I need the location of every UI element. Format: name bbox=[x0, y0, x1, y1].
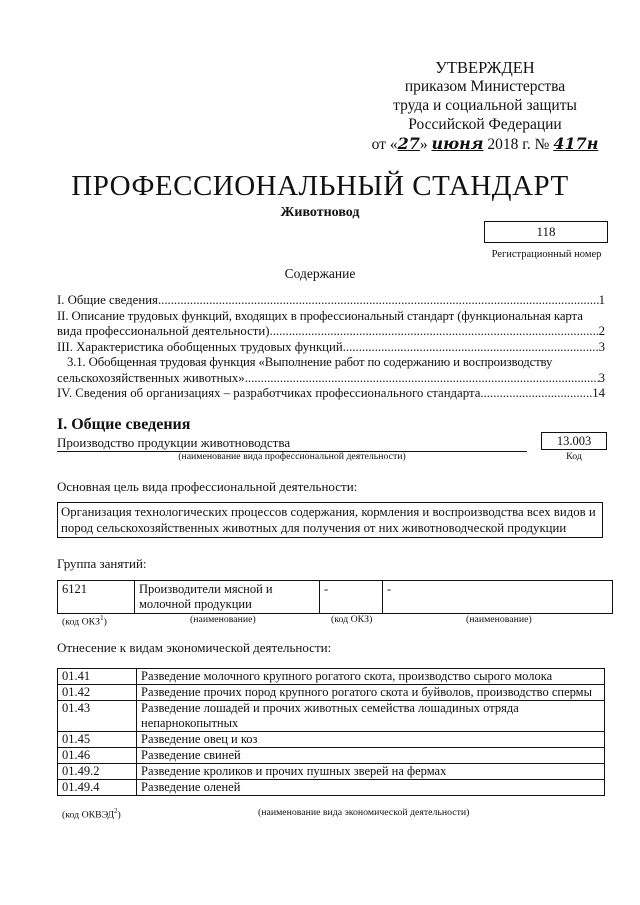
okz-code: 6121 bbox=[58, 581, 135, 614]
toc-item[interactable]: III. Характеристика обобщенных трудовых функций ..... 3 bbox=[57, 340, 605, 356]
approval-order-line: приказом Министерства bbox=[404, 78, 566, 95]
toc-list bbox=[57, 293, 605, 402]
okved-label: Отнесение к видам экономической деятельности: bbox=[57, 640, 332, 655]
toc-item[interactable]: I. Общие сведения ..... 1 bbox=[57, 293, 605, 309]
code-caption: Код bbox=[566, 451, 582, 462]
activity-code-box: 13.003 bbox=[541, 432, 607, 450]
handwritten-order-number: 417н bbox=[553, 134, 599, 153]
occupation-group-table bbox=[57, 580, 613, 614]
group-label: Группа занятий: bbox=[57, 556, 147, 571]
table-row: 01.49.4 Разведение оленей bbox=[58, 780, 605, 796]
okved-name-caption: (наименование вида экономической деятельности) bbox=[258, 807, 470, 818]
handwritten-day: 27 bbox=[397, 134, 420, 153]
goal-text: Организация технологических процессов содержания, кормления и воспроизводства всех видов и пород сельскохозяйственных животных для получения от них животноводческой продукции bbox=[57, 502, 603, 538]
registration-number-box: 118 bbox=[484, 221, 608, 243]
approval-date-line bbox=[360, 134, 610, 154]
toc-item[interactable]: 3.1. Обобщенная трудовая функция «Выполнение работ по содержанию и воспроизводству сельскохозяйственных животных» ..... 3 bbox=[57, 355, 605, 386]
okved-table bbox=[57, 668, 605, 796]
toc-heading: Содержание bbox=[284, 266, 356, 281]
okved-code-caption: (код ОКВЭД$^2$) bbox=[62, 807, 121, 821]
date-prefix: от « bbox=[371, 136, 398, 153]
handwritten-month: июня bbox=[431, 134, 484, 153]
approval-ministry-line: труда и социальной защиты bbox=[393, 97, 577, 114]
toc-item[interactable]: IV. Сведения об организациях – разработчиках профессионального стандарта ..... 14 bbox=[57, 386, 605, 402]
okz-name: Производители мясной и молочной продукции bbox=[135, 581, 320, 614]
table-row: 01.49.2 Разведение кроликов и прочих пушных зверей на фермах bbox=[58, 764, 605, 780]
table-row: 01.42 Разведение прочих пород крупного рогатого скота и буйволов, производство спермы bbox=[58, 685, 605, 701]
okz-name-caption: (наименование) bbox=[190, 614, 256, 625]
okz-name-2: - bbox=[383, 581, 613, 614]
activity-name: Производство продукции животноводства bbox=[57, 435, 527, 452]
document-title: ПРОФЕССИОНАЛЬНЫЙ СТАНДАРТ bbox=[71, 170, 569, 202]
approval-title: УТВЕРЖДЕН bbox=[435, 58, 535, 77]
goal-label: Основная цель вида профессиональной деятельности: bbox=[57, 479, 358, 494]
okz-name-caption-2: (наименование) bbox=[466, 614, 532, 625]
table-row: 01.43 Разведение лошадей и прочих животных семейства лошадиных отряда непарнокопытных bbox=[58, 701, 605, 732]
approval-block bbox=[360, 58, 610, 154]
table-row: 01.41 Разведение молочного крупного рогатого скота, производство сырого молока bbox=[58, 669, 605, 685]
table-row: 01.45 Разведение овец и коз bbox=[58, 732, 605, 748]
table-row: 01.46 Разведение свиней bbox=[58, 748, 605, 764]
okz-code-2: - bbox=[320, 581, 383, 614]
approval-country-line: Российской Федерации bbox=[408, 116, 562, 133]
document-subtitle: Животновод bbox=[280, 205, 360, 220]
activity-caption: (наименование вида профессиональной деятельности) bbox=[178, 451, 406, 462]
toc-item[interactable]: II. Описание трудовых функций, входящих в профессиональный стандарт (функциональная карта вида профессиональной деятельности) ..... 2 bbox=[57, 309, 605, 340]
section-heading: I. Общие сведения bbox=[57, 416, 191, 433]
date-year: 2018 г. № bbox=[487, 136, 550, 153]
okz-code-caption: (код ОКЗ$^1$) bbox=[62, 614, 107, 628]
date-mid: » bbox=[419, 136, 428, 153]
okz-code-caption-2: (код ОКЗ) bbox=[331, 614, 373, 625]
registration-number-label: Регистрационный номер bbox=[491, 249, 602, 260]
